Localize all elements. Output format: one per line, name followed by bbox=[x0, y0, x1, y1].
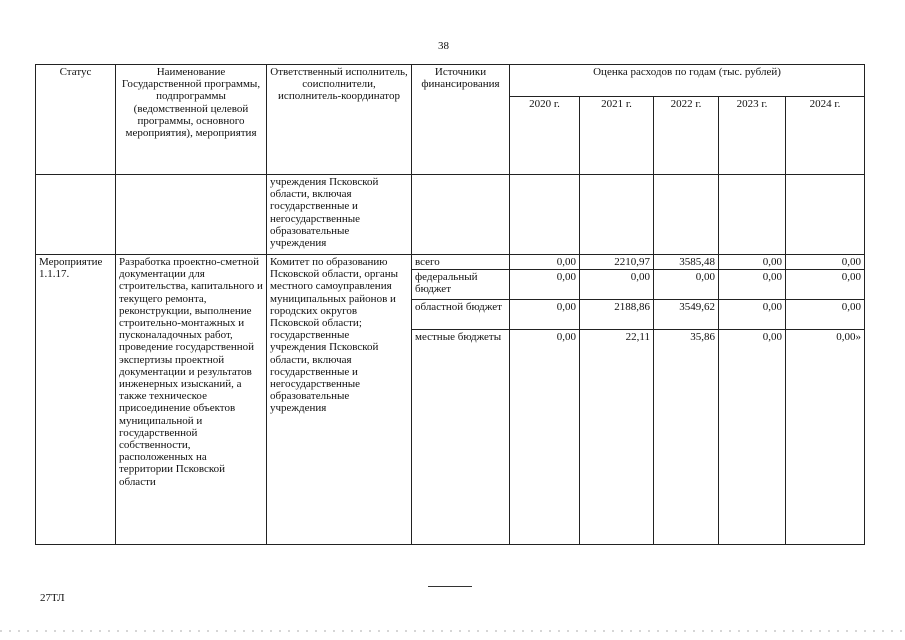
header-status: Статус bbox=[36, 65, 116, 175]
header-year: 2021 г. bbox=[580, 97, 654, 175]
table-row bbox=[36, 255, 865, 270]
header-year: 2023 г. bbox=[719, 97, 786, 175]
source-cell: федеральный бюджет bbox=[412, 270, 510, 300]
measure-responsible: Комитет по образованию Псковской области, органы местного самоуправления муниципальных районов и городских округов Псковской области; государственные учреждения Псковской области, включая государственные и негосударственные образовательные учреждения bbox=[267, 255, 412, 545]
value-cell: 0,00 bbox=[719, 270, 786, 300]
value-cell: 35,86 bbox=[654, 330, 719, 545]
value-cell: 0,00 bbox=[654, 270, 719, 300]
value-cell: 0,00 bbox=[510, 270, 580, 300]
expenses-table bbox=[35, 64, 865, 545]
continuation-row bbox=[36, 175, 865, 255]
header-responsible: Ответственный исполнитель, соисполнители, исполнитель-координатор bbox=[267, 65, 412, 175]
header-estimate: Оценка расходов по годам (тыс. рублей) bbox=[510, 65, 865, 97]
header-sources: Источники финансирования bbox=[412, 65, 510, 175]
value-cell: 2210,97 bbox=[580, 255, 654, 270]
document-code: 27ТЛ bbox=[40, 592, 65, 604]
value-cell: 0,00 bbox=[510, 330, 580, 545]
value-cell: 0,00 bbox=[719, 300, 786, 330]
measure-status: Мероприятие 1.1.17. bbox=[36, 255, 116, 545]
value-cell: 0,00 bbox=[510, 255, 580, 270]
measure-name: Разработка проектно-сметной документации для строительства, капитального и текущего ремонта, реконструкции, выполнение строительно-монтажных и пусконаладочных работ, проведение государственной экспертизы проектной документации и результатов инженерных изысканий, а также техническое присоединение объектов муниципальной и государственной собственности, расположенных на территории Псковской области bbox=[116, 255, 267, 545]
continuation-responsible: учреждения Псковской области, включая государственные и негосударственные образовательные учреждения bbox=[267, 175, 412, 255]
footer-divider bbox=[428, 586, 472, 587]
value-cell: 0,00» bbox=[786, 330, 865, 545]
source-cell: всего bbox=[412, 255, 510, 270]
value-cell: 0,00 bbox=[580, 270, 654, 300]
header-row bbox=[36, 65, 865, 97]
header-year: 2022 г. bbox=[654, 97, 719, 175]
value-cell: 0,00 bbox=[786, 300, 865, 330]
value-cell: 0,00 bbox=[510, 300, 580, 330]
value-cell: 0,00 bbox=[786, 270, 865, 300]
value-cell: 3585,48 bbox=[654, 255, 719, 270]
value-cell: 2188,86 bbox=[580, 300, 654, 330]
value-cell: 0,00 bbox=[786, 255, 865, 270]
value-cell: 22,11 bbox=[580, 330, 654, 545]
header-year: 2020 г. bbox=[510, 97, 580, 175]
value-cell: 0,00 bbox=[719, 330, 786, 545]
value-cell: 0,00 bbox=[719, 255, 786, 270]
value-cell: 3549,62 bbox=[654, 300, 719, 330]
header-program-name: Наименование Государственной программы, подпрограммы (ведомственной целевой программы, основного мероприятия), мероприятия bbox=[116, 65, 267, 175]
source-cell: местные бюджеты bbox=[412, 330, 510, 545]
source-cell: областной бюджет bbox=[412, 300, 510, 330]
header-year: 2024 г. bbox=[786, 97, 865, 175]
scan-artifact bbox=[0, 630, 905, 632]
page-number: 38 bbox=[438, 40, 449, 52]
